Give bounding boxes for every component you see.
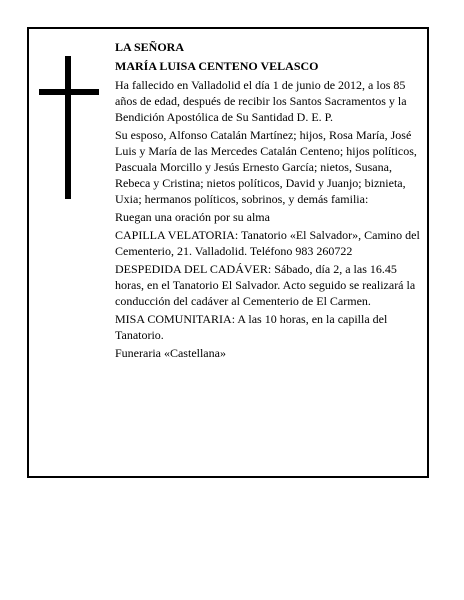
notice-title: LA SEÑORA — [115, 40, 185, 54]
obituary-notice — [27, 27, 429, 478]
mass-info: MISA COMUNITARIA: A las 10 horas, en la capilla del Tanatorio. — [115, 312, 388, 342]
funeral-home: Funeraria «Castellana» — [115, 346, 226, 360]
deceased-name: MARÍA LUISA CENTENO VELASCO — [115, 59, 319, 73]
notice-text — [115, 39, 421, 363]
family-list: Su esposo, Alfonso Catalán Martínez; hijos, Rosa María, José Luis y María de las Mercedes Catalán Centeno; hijos políticos, Pascuala Morcillo y Jesús Ernesto García; nietos, Susana, Rebeca y Cristina; nietos políticos, David y Juanjo; biznieta, Uxia; hermanos políticos, sobrinos, y demás familia: — [115, 128, 417, 206]
cross-vertical-bar — [65, 56, 71, 199]
farewell-info: DESPEDIDA DEL CADÁVER: Sábado, día 2, a las 16.45 horas, en el Tanatorio El Salvador. Acto seguido se realizará la conducción del cadáver al Cementerio de El Carmen. — [115, 262, 416, 308]
prayer-request: Ruegan una oración por su alma — [115, 210, 270, 224]
death-announcement: Ha fallecido en Valladolid el día 1 de junio de 2012, a los 85 años de edad, después de recibir los Santos Sacramentos y la Bendición Apostólica de Su Santidad D. E. P. — [115, 78, 407, 124]
cross-icon — [39, 56, 99, 199]
cross-horizontal-bar — [39, 89, 99, 95]
chapel-info: CAPILLA VELATORIA: Tanatorio «El Salvador», Camino del Cementerio, 21. Valladolid. Teléfono 983 260722 — [115, 228, 420, 258]
